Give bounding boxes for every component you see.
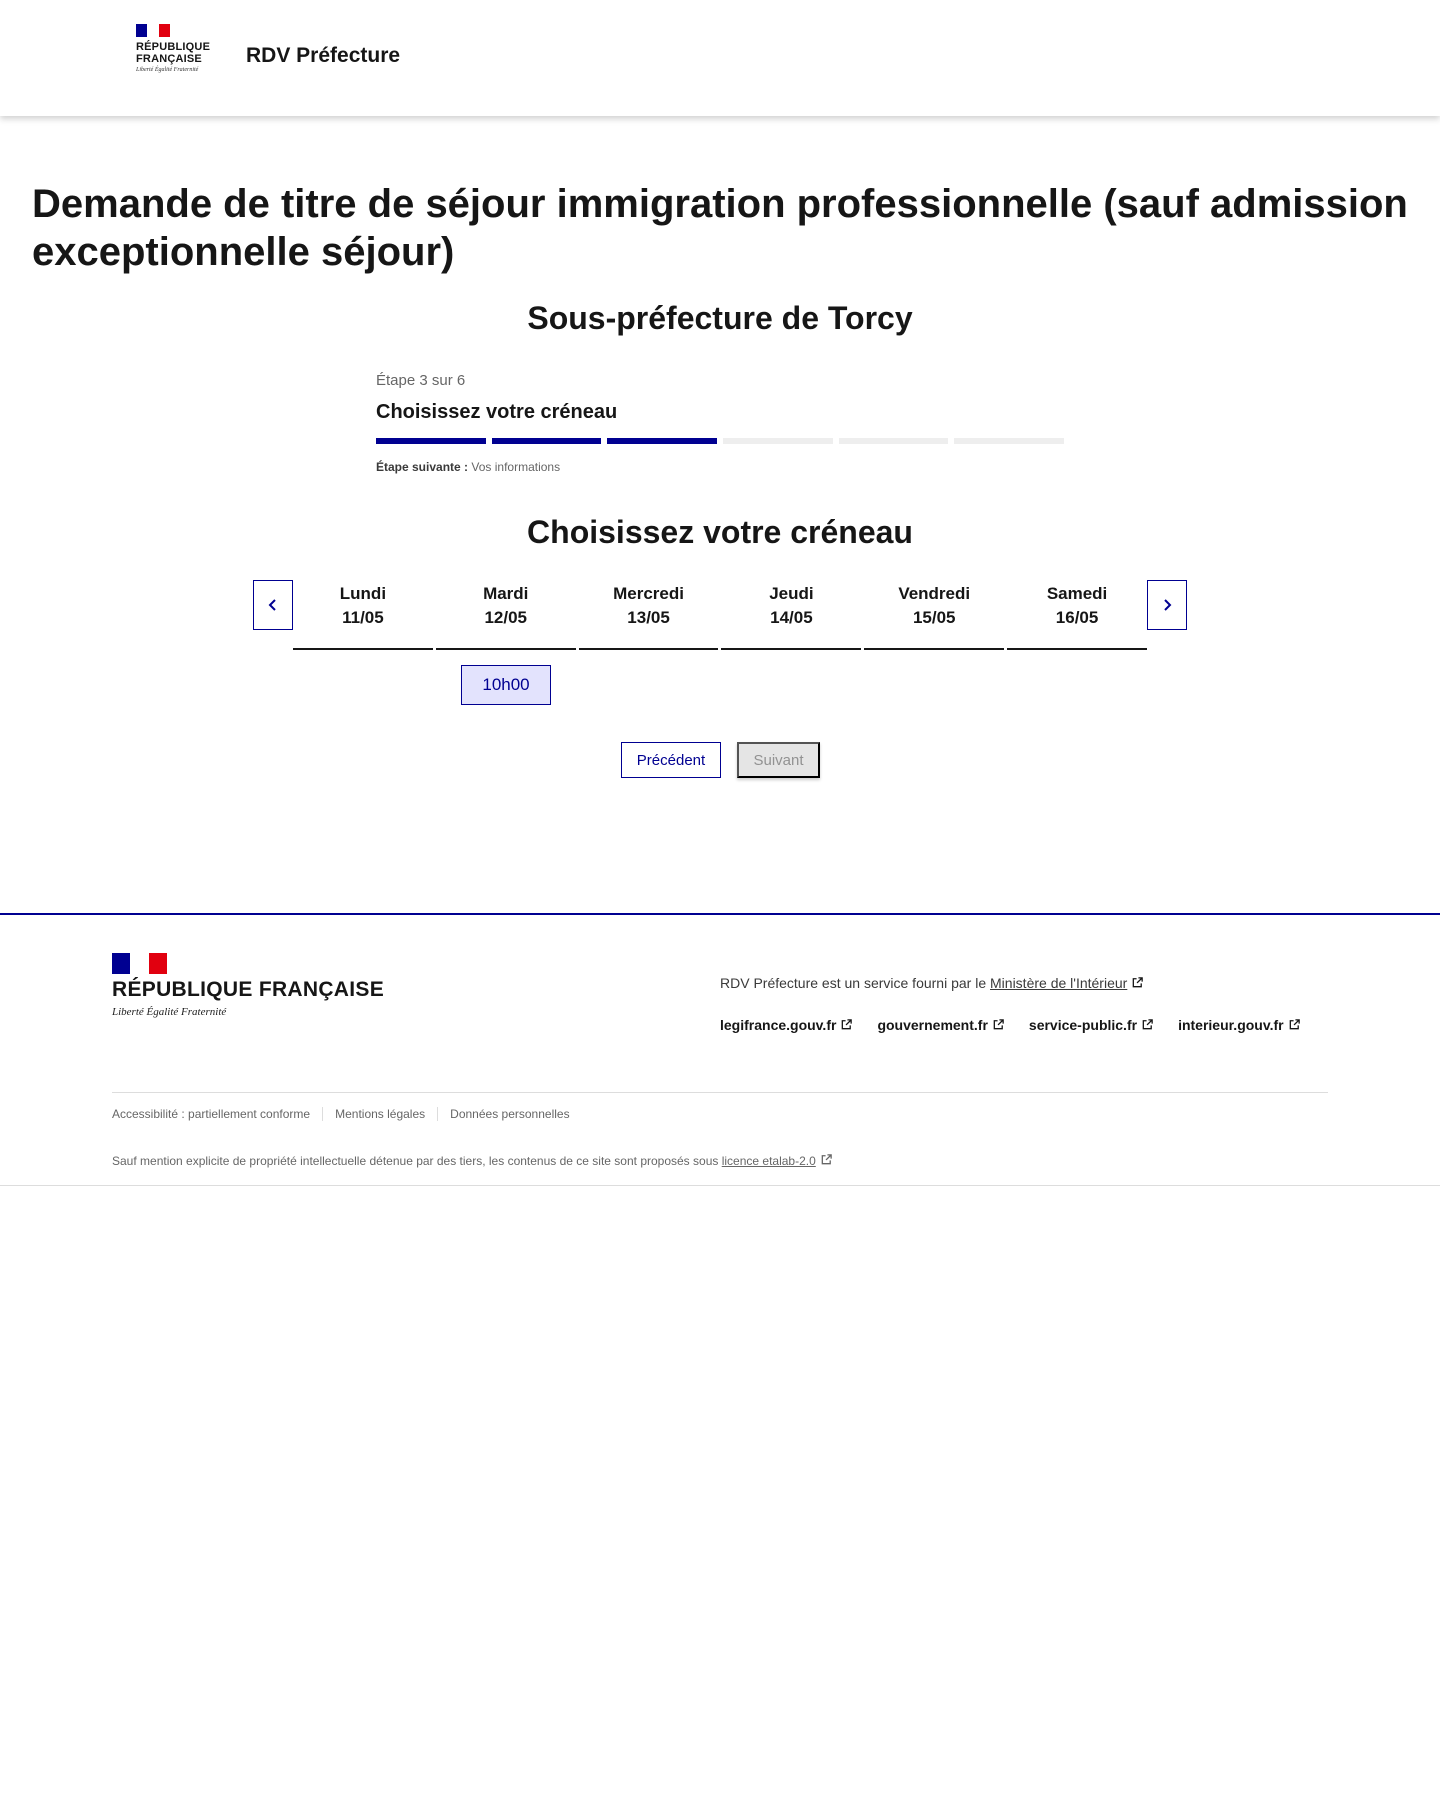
footer-description-text: RDV Préfecture est un service fourni par le <box>720 975 987 991</box>
footer-link-label: interieur.gouv.fr <box>1178 1017 1284 1033</box>
step-next-value: Vos informations <box>471 460 561 474</box>
site-header <box>0 0 1440 116</box>
step-state: Étape 3 sur 6 <box>376 372 466 389</box>
footer-link-legifrance[interactable] <box>720 1017 853 1033</box>
day-date: 15/05 <box>912 608 956 627</box>
footer-link-interieur[interactable] <box>1178 1017 1301 1033</box>
french-flag-icon <box>136 24 170 37</box>
day-name: Lundi <box>339 584 387 603</box>
external-link-icon <box>1131 976 1144 989</box>
license-link[interactable] <box>722 1154 833 1168</box>
day-date: 16/05 <box>1055 608 1099 627</box>
external-link-icon <box>1141 1018 1154 1031</box>
step-segment <box>839 438 949 444</box>
chevron-right-icon <box>1160 598 1174 612</box>
personal-data-link[interactable]: Données personnelles <box>437 1107 581 1121</box>
next-days-button[interactable] <box>1147 580 1187 630</box>
slot-section-title: Choisissez votre créneau <box>527 514 913 550</box>
prefecture-subtitle: Sous-préfecture de Torcy <box>527 300 913 336</box>
day-column <box>436 580 576 650</box>
chevron-left-icon <box>266 598 280 612</box>
footer-description <box>720 975 1144 991</box>
republique-francaise-logo[interactable] <box>136 24 216 74</box>
day-date: 14/05 <box>770 608 813 627</box>
step-next-info <box>376 460 1064 474</box>
footer-republique-text: RÉPUBLIQUE FRANÇAISE <box>112 978 385 1001</box>
external-link-icon <box>820 1153 833 1166</box>
day-name: Mardi <box>483 584 529 603</box>
day-column <box>1007 580 1147 650</box>
time-slot-button[interactable]: 10h00 <box>461 665 551 705</box>
service-name[interactable]: RDV Préfecture <box>246 44 401 67</box>
step-segment <box>492 438 602 444</box>
step-title: Choisissez votre créneau <box>376 401 618 423</box>
logo-republique-text: RÉPUBLIQUE FRANÇAISE <box>136 41 211 65</box>
step-segment <box>607 438 717 444</box>
footer-link-label: service-public.fr <box>1028 1017 1138 1033</box>
step-segment <box>723 438 833 444</box>
external-link-icon <box>1288 1018 1301 1031</box>
external-link-icon <box>840 1018 853 1031</box>
day-name: Jeudi <box>769 584 814 603</box>
day-name: Samedi <box>1046 584 1108 603</box>
day-date: 13/05 <box>627 608 670 627</box>
day-name: Mercredi <box>613 584 684 603</box>
french-flag-icon <box>112 953 167 974</box>
footer-motto: Liberté Égalité Fraternité <box>112 1006 227 1018</box>
day-date: 11/05 <box>342 608 384 627</box>
accessibility-link[interactable]: Accessibilité : partiellement conforme <box>112 1107 311 1121</box>
footer-bottom-links <box>112 1107 582 1121</box>
footer-link-label: legifrance.gouv.fr <box>720 1017 837 1033</box>
license-text: Sauf mention explicite de propriété intellectuelle détenue par des tiers, les contenus de ce site sont proposés sous <box>112 1154 719 1168</box>
day-name: Vendredi <box>898 584 971 603</box>
day-date: 12/05 <box>484 608 528 627</box>
site-footer <box>0 913 1440 1186</box>
step-segment <box>954 438 1064 444</box>
ministry-link[interactable] <box>990 975 1144 991</box>
footer-republique-logo[interactable] <box>112 953 384 1019</box>
step-next-label: Étape suivante : <box>376 460 469 474</box>
day-column <box>721 580 861 650</box>
footer-divider <box>112 1092 1328 1093</box>
legal-mentions-link[interactable]: Mentions légales <box>322 1107 437 1121</box>
page-title: Demande de titre de séjour immigration professionnelle (sauf admission exceptionnelle séjour) <box>32 182 1408 274</box>
footer-license <box>112 1153 833 1168</box>
external-link-icon <box>992 1018 1005 1031</box>
step-progress-bar <box>376 438 1064 444</box>
license-link-label: licence etalab-2.0 <box>721 1154 816 1168</box>
step-segment <box>376 438 486 444</box>
footer-link-service-public[interactable] <box>1029 1017 1154 1033</box>
footer-links <box>720 1017 1301 1033</box>
previous-button[interactable]: Précédent <box>621 742 721 778</box>
day-column <box>293 580 433 650</box>
previous-days-button[interactable] <box>253 580 293 630</box>
days-row <box>293 580 1147 650</box>
ministry-link-label: Ministère de l'Intérieur <box>990 975 1128 991</box>
next-button-disabled[interactable]: Suivant <box>737 742 820 778</box>
footer-link-label: gouvernement.fr <box>877 1017 988 1033</box>
logo-motto: Liberté Égalité Fraternité <box>136 67 199 73</box>
day-column <box>864 580 1004 650</box>
footer-link-gouvernement[interactable] <box>877 1017 1004 1033</box>
day-column <box>579 580 719 650</box>
stepper <box>376 372 1064 474</box>
